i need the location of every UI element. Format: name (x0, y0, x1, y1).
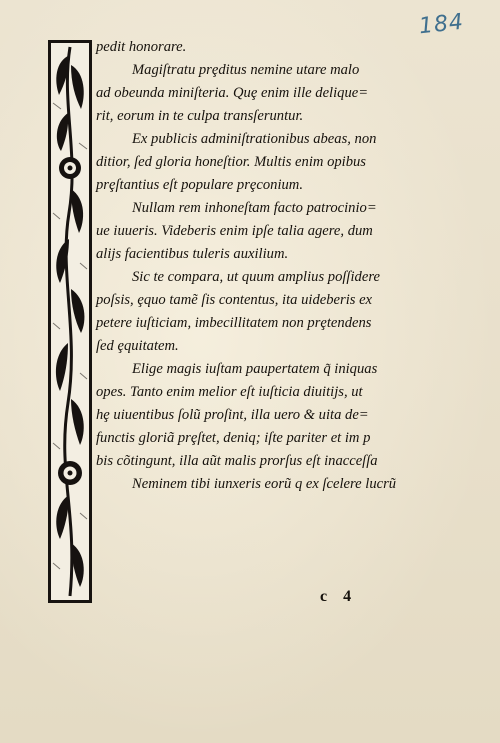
text-line: bis cõtingunt, illa aũt malis prorſus eſt inacceſſa (96, 453, 378, 469)
text-line: Nullam rem inhoneſtam facto patrocinio= (132, 200, 377, 216)
text-line: ditior, ſed gloria honeſtior. Multis enim opibus (96, 154, 366, 170)
text-line: ſed ȩquitatem. (96, 338, 179, 354)
foliage-ornament-icon (51, 43, 89, 600)
signature-mark: c 4 (320, 588, 358, 605)
text-line: hȩ uiuentibus ſolũ proſint, illa uero & uita de= (96, 407, 369, 423)
text-line: Sic te compara, ut quum amplius poſſidere (132, 269, 380, 285)
text-line: Ex publicis adminiſtrationibus abeas, non (132, 131, 377, 147)
page-number: 184 (417, 9, 466, 40)
text-line: ad obeunda miniſteria. Quȩ enim ille delique= (96, 85, 369, 101)
text-line: functis gloriã prȩſtet, deniq; iſte pariter et im p (96, 430, 371, 446)
text-line: Elige magis iuſtam paupertatem q̃ iniquas (132, 361, 378, 377)
text-line: petere iuſticiam, imbecillitatem non prȩtendens (96, 315, 372, 331)
text-line: rit, eorum in te culpa transſeruntur. (96, 108, 304, 124)
text-line: prȩſtantius eſt populare prȩconium. (96, 177, 303, 193)
woodcut-border-ornament (48, 40, 92, 603)
text-line: opes. Tanto enim melior eſt iuſticia diuitijs, ut (96, 384, 363, 400)
text-line: poſsis, ȩquo tamẽ ſis contentus, ita uideberis ex (96, 292, 373, 308)
text-line: pedit honorare. (96, 39, 187, 55)
text-line: Magiſtratu prȩditus nemine utare malo (132, 62, 360, 78)
text-line: ue iuueris. Videberis enim ipſe talia agere, dum (96, 223, 373, 239)
body-text (96, 36, 421, 496)
text-line: Neminem tibi iunxeris eorũ q ex ſcelere lucrũ (132, 476, 397, 492)
text-line: alijs facientibus tuleris auxilium. (96, 246, 289, 262)
